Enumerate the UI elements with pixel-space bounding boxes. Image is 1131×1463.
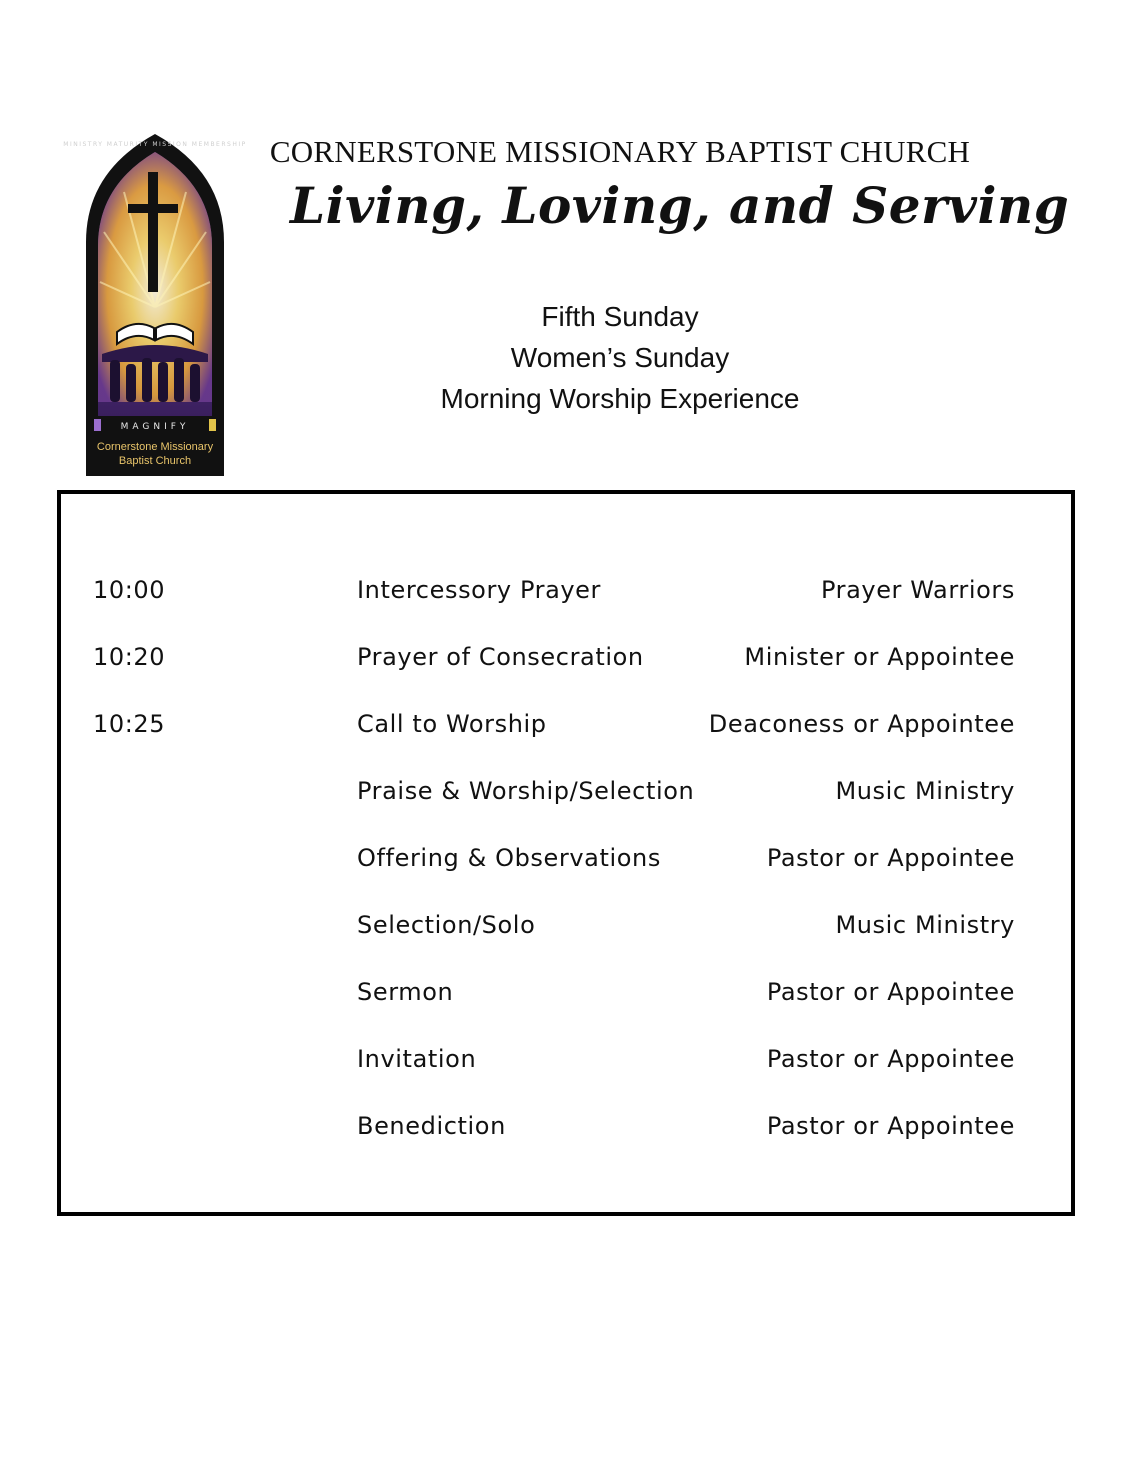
program-item: Selection/Solo — [357, 911, 536, 939]
logo-magnify-text: MAGNIFY — [120, 422, 190, 432]
program-leader: Pastor or Appointee — [766, 978, 1015, 1006]
program-leader: Minister or Appointee — [744, 643, 1015, 671]
program-row — [61, 978, 1071, 1018]
program-leader: Pastor or Appointee — [766, 1112, 1015, 1140]
program-row — [61, 1045, 1071, 1085]
program-leader: Music Ministry — [835, 911, 1015, 939]
program-time: 10:00 — [93, 576, 166, 604]
program-item: Call to Worship — [357, 710, 547, 738]
subtitle-occasion: Fifth Sunday — [541, 301, 699, 332]
logo-arch-text: MINISTRY MATURITY MISSION MEMBERSHIP — [63, 141, 247, 148]
program-row — [61, 643, 1071, 683]
program-leader: Prayer Warriors — [820, 576, 1015, 604]
church-motto: Living, Loving, and Serving — [290, 176, 1070, 235]
church-logo — [63, 132, 247, 476]
logo-caption-line1: Cornerstone Missionary — [96, 441, 214, 453]
program-leader: Music Ministry — [835, 777, 1015, 805]
program-row — [61, 844, 1071, 884]
service-subtitles — [360, 296, 880, 419]
order-of-service-box — [57, 490, 1075, 1216]
program-item: Sermon — [357, 978, 454, 1006]
program-item: Offering & Observations — [357, 844, 661, 872]
program-time: 10:25 — [93, 710, 166, 738]
program-time: 10:20 — [93, 643, 166, 671]
program-row — [61, 911, 1071, 951]
program-item: Prayer of Consecration — [357, 643, 644, 671]
program-leader: Pastor or Appointee — [766, 1045, 1015, 1073]
program-row — [61, 1112, 1071, 1152]
program-row — [61, 710, 1071, 750]
program-row — [61, 777, 1071, 817]
program-item: Invitation — [357, 1045, 477, 1073]
subtitle-service: Morning Worship Experience — [440, 383, 800, 414]
program-leader: Deaconess or Appointee — [708, 710, 1015, 738]
program-row — [61, 576, 1071, 616]
program-item: Benediction — [357, 1112, 506, 1140]
subtitle-theme: Women’s Sunday — [510, 342, 730, 373]
church-name: CORNERSTONE MISSIONARY BAPTIST CHURCH — [269, 134, 971, 169]
program-leader: Pastor or Appointee — [766, 844, 1015, 872]
logo-caption-line2: Baptist Church — [118, 455, 192, 467]
program-item: Praise & Worship/Selection — [357, 777, 695, 805]
program-item: Intercessory Prayer — [357, 576, 602, 604]
